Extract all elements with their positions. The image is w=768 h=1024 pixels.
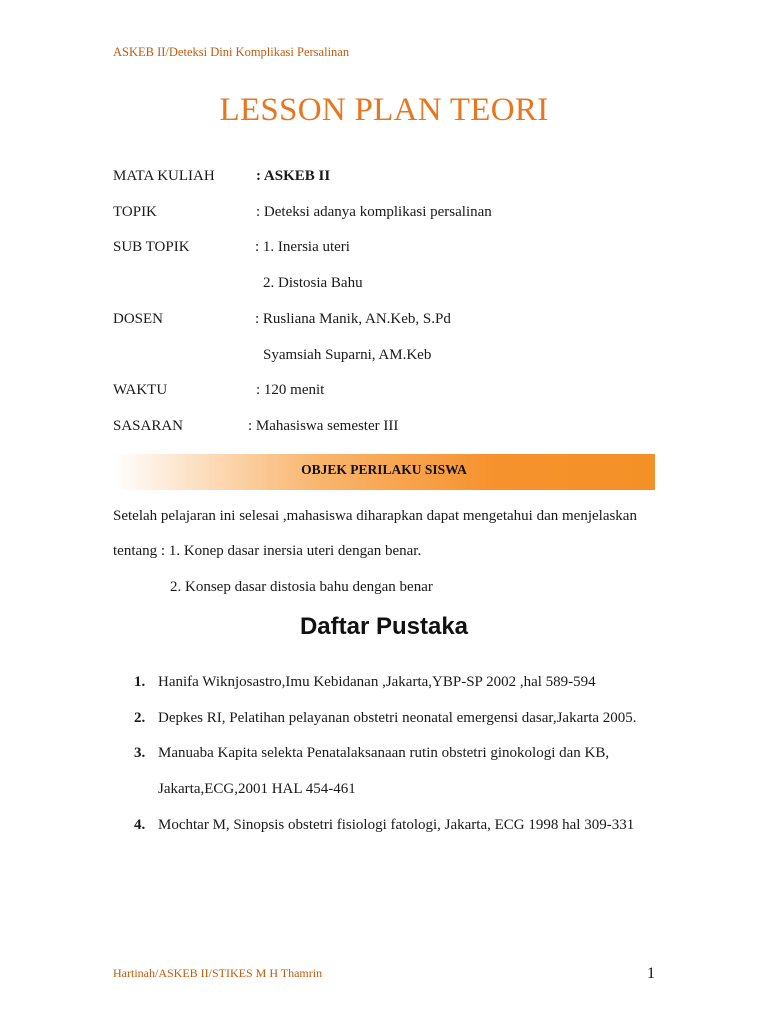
reference-text: Manuaba Kapita selekta Penatalaksanaan rutin obstetri ginokologi dan KB, bbox=[158, 745, 610, 761]
objective-line-3: 2. Konsep dasar distosia bahu dengan benar bbox=[170, 579, 433, 595]
section-banner bbox=[113, 454, 655, 490]
field-label-dosen: DOSEN bbox=[113, 311, 164, 327]
field-value-sub-topik-1: : 1. Inersia uteri bbox=[255, 239, 350, 255]
objective-line-2: tentang : 1. Konep dasar inersia uteri dengan benar. bbox=[113, 543, 422, 559]
field-value-dosen-2: Syamsiah Suparni, AM.Keb bbox=[263, 347, 432, 363]
field-label-mata-kuliah: MATA KULIAH bbox=[113, 168, 215, 184]
reference-text-continuation: Jakarta,ECG,2001 HAL 454-461 bbox=[158, 781, 356, 797]
running-footer: Hartinah/ASKEB II/STIKES M H Thamrin bbox=[113, 966, 323, 980]
field-value-dosen-1: : Rusliana Manik, AN.Keb, S.Pd bbox=[255, 311, 451, 327]
field-value-sub-topik-2: 2. Distosia Bahu bbox=[263, 275, 363, 291]
reference-text: Depkes RI, Pelatihan pelayanan obstetri neonatal emergensi dasar,Jakarta 2005. bbox=[158, 710, 637, 726]
reference-number: 4. bbox=[134, 817, 146, 833]
field-value-mata-kuliah: : ASKEB II bbox=[256, 168, 331, 184]
page-number: 1 bbox=[647, 965, 655, 982]
reference-number: 1. bbox=[134, 674, 146, 690]
running-header: ASKEB II/Deteksi Dini Komplikasi Persalinan bbox=[113, 45, 350, 59]
page-title: LESSON PLAN TEORI bbox=[219, 92, 549, 128]
field-label-sasaran: SASARAN bbox=[113, 418, 184, 434]
section-banner-title: OBJEK PERILAKU SISWA bbox=[301, 462, 467, 477]
field-value-sasaran: : Mahasiswa semester III bbox=[248, 418, 399, 434]
reference-text: Hanifa Wiknjosastro,Imu Kebidanan ,Jakarta,YBP-SP 2002 ,hal 589-594 bbox=[158, 674, 596, 690]
reference-number: 3. bbox=[134, 745, 146, 761]
field-label-waktu: WAKTU bbox=[113, 382, 168, 398]
reference-text: Mochtar M, Sinopsis obstetri fisiologi fatologi, Jakarta, ECG 1998 hal 309-331 bbox=[158, 817, 635, 833]
reference-number: 2. bbox=[134, 710, 146, 726]
references-heading: Daftar Pustaka bbox=[299, 613, 469, 640]
field-label-sub-topik: SUB TOPIK bbox=[113, 239, 190, 255]
field-label-topik: TOPIK bbox=[113, 204, 157, 220]
field-value-topik: : Deteksi adanya komplikasi persalinan bbox=[256, 204, 492, 220]
objective-line-1: Setelah pelajaran ini selesai ,mahasiswa diharapkan dapat mengetahui dan menjelaskan bbox=[113, 508, 637, 524]
field-value-waktu: : 120 menit bbox=[256, 382, 325, 398]
